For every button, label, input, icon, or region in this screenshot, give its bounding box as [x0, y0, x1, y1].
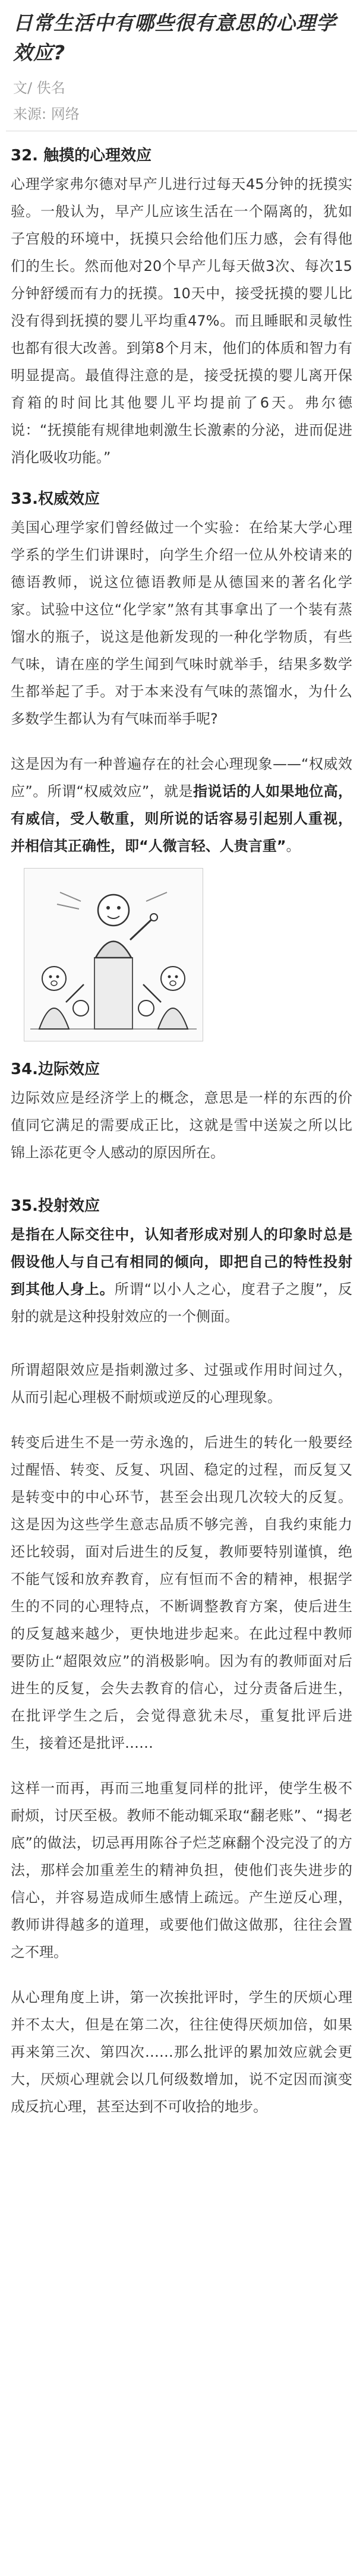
- paragraph: 心理学家弗尔德对早产儿进行过每天45分钟的抚摸实验。一般认为，早产儿应该生活在一个隔离的，犹如子宫般的环境中，抚摸只会给他们压力感，会有得他们的生长。然而他对20个早产儿每天做3次、每次15分钟舒缓而有力的抚摸。10天中，接受抚摸的婴儿比没有得到抚摸的婴儿平均重47%。而且睡眠和灵敏性也都有很大改善。到第8个月末，他们的体质和智力有明显提高。最值得注意的是，接受抚摸的婴儿离开保育箱的时间比其他婴儿平均提前了6天。弗尔德说：“抚摸能有规律地刺激生长激素的分泌，进而促进消化吸收功能。”: [11, 176, 352, 466]
- section-projection-effect: [11, 1192, 352, 1330]
- article-content: [0, 142, 363, 2120]
- article-title: 日常生活中有哪些很有意思的心理学效应?: [13, 11, 336, 64]
- section-overlimit-effect: [11, 1356, 352, 2120]
- paragraph: 转变后进生不是一劳永逸的，后进生的转化一般要经过醒悟、转变、反复、巩固、稳定的过程，而反复又是转变中的中心环节，甚至会出现几次较大的反复。这是因为这些学生意志品质不够完善，自我约束能力还比较弱，面对后进生的反复，教师要特别谨慎，绝不能气馁和放弃教育，应有恒而不舍的精神，根据学生的不同的心理特点，不断调整教育方案，使后进生的反复越来越少，更快地进步起来。在此过程中教师要防止“超限效应”的消极影响。因为有的教师面对后进生的反复，会失去教育的信心，过分责备后进生，在批评学生之后，会觉得意犹未尽，重复批评后进生，接着还是批评……: [11, 1434, 352, 1751]
- paragraph: 这样一而再，再而三地重复同样的批评，使学生极不耐烦，讨厌至极。教师不能动辄采取“翻老账”、“揭老底”的做法，切忌再用陈谷子烂芝麻翻个没完没了的方法，那样会加重差生的精神负担，使他们丧失进步的信心，并容易造成师生感情上疏远。产生逆反心理，教师讲得越多的道理，或要他们做这做那，往往会置之不理。: [11, 1780, 352, 1961]
- paragraph-text: 这是因为有一种普遍存在的社会心理现象——“权威效应”。所谓“权威效应”，就是: [11, 756, 352, 800]
- authority-figure-cartoon-icon: [24, 868, 203, 1041]
- section-heading: 33.权威效应: [11, 490, 100, 508]
- paragraph-text: 所谓“以小人之心，度君子之腹”，反射的就是这种投射效应的一个侧面。: [11, 1281, 352, 1325]
- paragraph: 所谓超限效应是指刺激过多、过强或作用时间过久，从而引起心理极不耐烦或逆反的心理现象。: [11, 1362, 352, 1406]
- emphasis-text: 是指在人际交往中，认知者形成对别人的印象时总是假设他人与自己有相同的倾向，即把自己的特性投射到其他人身上。: [11, 1226, 352, 1298]
- emphasis-text: 指说话的人如果地位高，有威信，受人敬重，则所说的话容易引起别人重视，并相信其正确性，即“人微言轻、人贵言重”: [11, 783, 352, 854]
- article-source: 来源: 网络: [13, 106, 80, 122]
- paragraph: 边际效应是经济学上的概念，意思是一样的东西的价值同它满足的需要成正比，这就是雪中送炭之所以比锦上添花更令人感动的原因所在。: [11, 1090, 352, 1161]
- section-touch-effect: [11, 142, 352, 471]
- section-heading: 34.边际效应: [11, 1060, 100, 1078]
- paragraph: [11, 1221, 352, 1330]
- section-heading: 35.投射效应: [11, 1197, 100, 1215]
- section-heading: 32. 触摸的心理效应: [11, 147, 152, 165]
- paragraph: 美国心理学家们曾经做过一个实验：在给某大学心理学系的学生们讲课时，向学生介绍一位从外校请来的德语教师，说这位德语教师是从德国来的著名化学家。试验中这位“化学家”煞有其事拿出了一个装有蒸馏水的瓶子，说这是他新发现的一种化学物质，有些气味，请在座的学生闻到气味时就举手，结果多数学生都举起了手。对于本来没有气味的蒸馏水，为什么多数学生都认为有气味而举手呢?: [11, 519, 352, 727]
- paragraph: 从心理角度上讲，第一次挨批评时，学生的厌烦心理并不太大，但是在第二次，往往使得厌烦加倍，如果再来第三次、第四次……那么批评的累加效应就会更大，厌烦心理就会以几何级数增加，说不定因而演变成反抗心理，甚至达到不可收拾的地步。: [11, 1989, 352, 2115]
- article-author: 文/ 佚名: [13, 80, 65, 96]
- paragraph-text: 。: [286, 838, 301, 854]
- section-marginal-effect: [11, 1056, 352, 1166]
- section-authority-effect: [11, 485, 352, 1041]
- paragraph: [11, 750, 352, 860]
- article-meta: [0, 68, 363, 126]
